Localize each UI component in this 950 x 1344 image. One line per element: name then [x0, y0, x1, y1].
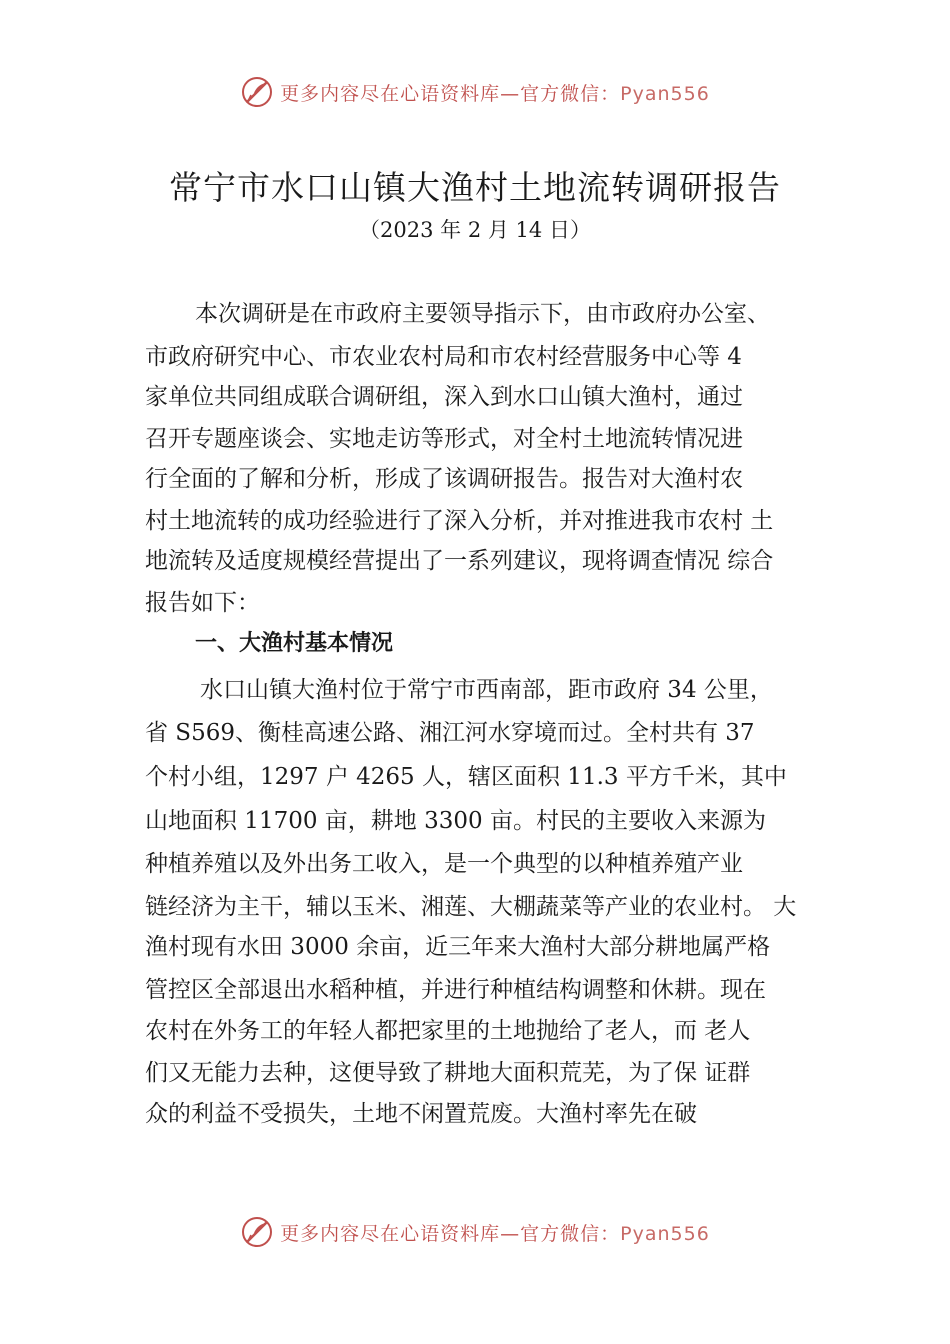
quill-logo-icon [240, 1215, 274, 1249]
banner-text: 更多内容尽在心语资料库—官方微信：Pyan556 [280, 1222, 710, 1245]
text-line: 家单位共同组成联合调研组，深入到水口山镇大渔村，通过 [145, 384, 743, 410]
document-date: （2023 年 2 月 14 日） [359, 218, 591, 242]
text-line: 管控区全部退出水稻种植，并进行种植结构调整和休耕。现在 [145, 977, 766, 1003]
text-line: 召开专题座谈会、实地走访等形式，对全村土地流转情况进 [145, 426, 743, 452]
wechat-id: Pyan556 [620, 1222, 710, 1245]
text-line: 报告如下： [145, 590, 260, 616]
header-banner [0, 70, 950, 114]
text-line: 种植养殖以及外出务工收入，是一个典型的以种植养殖产业 [145, 851, 743, 877]
text-line: 村土地流转的成功经验进行了深入分析，并对推进我市农村 土 [145, 508, 774, 534]
footer-banner [0, 1210, 950, 1254]
banner-text: 更多内容尽在心语资料库—官方微信：Pyan556 [280, 82, 710, 105]
text-line: 水口山镇大渔村位于常宁市西南部，距市政府 34 公里， [200, 677, 773, 703]
text-line: 农村在外务工的年轻人都把家里的土地抛给了老人，而 老人 [145, 1018, 751, 1044]
text-line: 本次调研是在市政府主要领导指示下，由市政府办公室、 [195, 301, 770, 327]
document-title: 常宁市水口山镇大渔村土地流转调研报告 [169, 168, 781, 207]
text-line: 山地面积 11700 亩，耕地 3300 亩。村民的主要收入来源为 [145, 808, 766, 834]
text-line: 众的利益不受损失，土地不闲置荒废。大渔村率先在破 [145, 1101, 697, 1127]
section-heading: 一、大渔村基本情况 [195, 631, 394, 656]
text-line: 个村小组，1297 户 4265 人，辖区面积 11.3 平方千米，其中 [145, 764, 787, 790]
text-line: 行全面的了解和分析，形成了该调研报告。报告对大渔村农 [145, 466, 743, 492]
text-line: 渔村现有水田 3000 余亩，近三年来大渔村大部分耕地属严格 [145, 934, 771, 960]
text-line: 省 S569、衡桂高速公路、湘江河水穿境而过。全村共有 37 [145, 720, 755, 746]
text-line: 链经济为主干，辅以玉米、湘莲、大棚蔬菜等产业的农业村。 大 [145, 894, 797, 920]
text-line: 们又无能力去种，这便导致了耕地大面积荒芜，为了保 证群 [145, 1060, 751, 1086]
quill-logo-icon [240, 75, 274, 109]
wechat-id: Pyan556 [620, 82, 710, 105]
text-line: 市政府研究中心、市农业农村局和市农村经营服务中心等 4 [145, 344, 742, 370]
text-line: 地流转及适度规模经营提出了一系列建议，现将调查情况 综合 [145, 548, 774, 574]
